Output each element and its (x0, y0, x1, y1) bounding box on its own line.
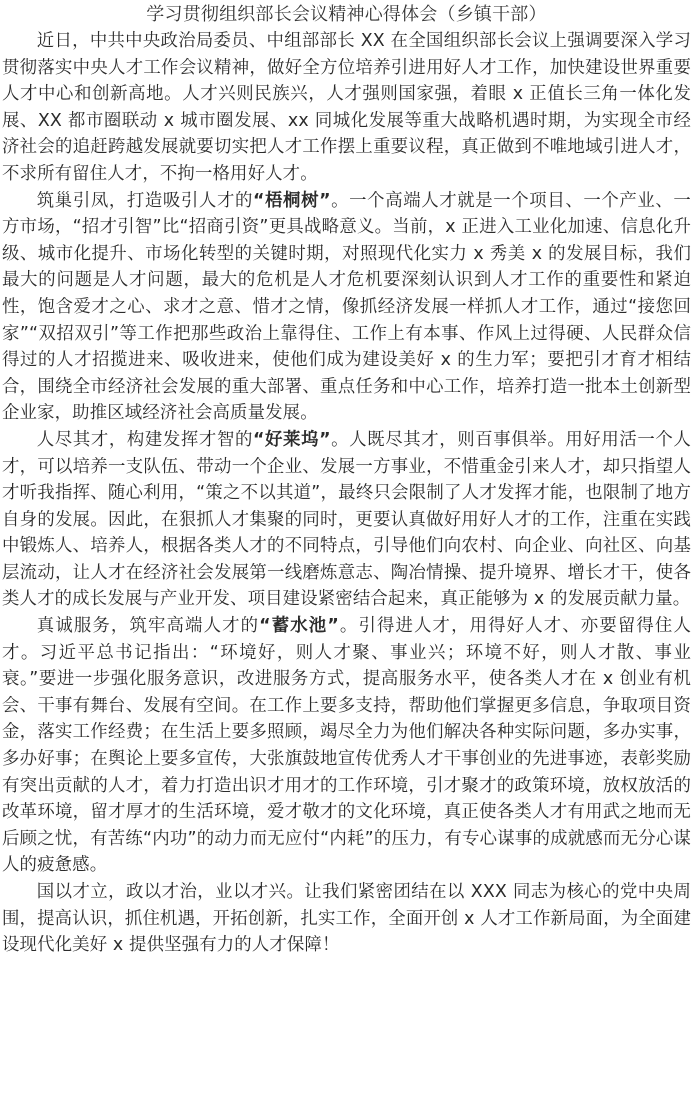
paragraph-intro: 近日，中共中央政治局委员、中组部部长 XX 在全国组织部长会议上强调要深入学习贯彻落实中央人才工作会议精神，做好全方位培养引进用好人才工作，加快建设世界重要人才中心和创新高地。人才兴则民族兴，人才强则国家强，着眼 x 正值长三角一体化发展、XX 都市圈联动 x 城市圈发展、xx 同城化发展等重大战略机遇时期，为实现全市经济社会的追赶跨越发展就要切实把人才工作摆上重要议程，真正做到不唯地域引进人才，不求所有留住人才，不拘一格用好人才。 (2, 31, 691, 184)
paragraph-conclusion: 国以才立，政以才治，业以才兴。让我们紧密团结在以 XXX 同志为核心的党中央周围，提高认识，抓住机遇，开拓创新，扎实工作，全面开创 x 人才工作新局面，为全面建设现代化美好 x 提供坚强有力的人才保障！ (2, 882, 691, 956)
document-title: 学习贯彻组织部长会议精神心得体会（乡镇干部） (146, 4, 547, 25)
paragraph-use-talent: 人尽其才，构建发挥才智的“好莱坞”。人既尽其才，则百事俱举。用好用活一个人才，可以培养一支队伍、带动一个企业、发展一方事业，不惜重金引来人才，却只指望人才听我指挥、随心利用，“策之不以其道”，最终只会限制了人才发挥才能，也限制了地方自身的发展。因此，在狠抓人才集聚的同时，更要认真做好用好人才的工作，注重在实践中锻炼人、培养人，根据各类人才的不同特点，引导他们向农村、向企业、向社区、向基层流动，让人才在经济社会发展第一线磨炼意志、陶冶情操、提升境界、增长才干，使各类人才的成长发展与产业开发、项目建设紧密结合起来，真正能够为 x 的发展贡献力量。 (2, 429, 691, 610)
paragraph-retain-talent: 真诚服务，筑牢高端人才的“蓄水池”。引得进人才，用得好人才、亦要留得住人才。习近平总书记指出：“环境好，则人才聚、事业兴；环境不好，则人才散、事业衰。”要进一步强化服务意识，改进服务方式，提高服务水平，使各类人才在 x 创业有机会、干事有舞台、发展有空间。在工作上要多支持，帮助他们掌握更多信息，争取项目资金，落实工作经费；在生活上要多照顾，竭尽全力为他们解决各种实际问题，多办实事，多办好事；在舆论上要多宣传，大张旗鼓地宣传优秀人才干事创业的先进事迹，表彰奖励有突出贡献的人才，着力打造出识才用才的工作环境，引才聚才的政策环境，放权放活的改革环境，留才厚才的生活环境，爱才敬才的文化环境，真正使各类人才有用武之地而无后顾之忧，有苦练“内功”的动力而无应付“内耗”的压力，有专心谋事的成就感而无分心谋人的疲惫感。 (2, 616, 691, 876)
paragraph-attract-talent: 筑巢引凤，打造吸引人才的“梧桐树”。一个高端人才就是一个项目、一个产业、一方市场，“招才引智”比“招商引资”更具战略意义。当前，x 正进入工业化加速、信息化升级、城市化提升、市场化转型的关键时期，对照现代化实力 x 秀美 x 的发展目标，我们最大的问题是人才问题，最大的危机是人才危机要深刻认识到人才工作的重要性和紧迫性，饱含爱才之心、求才之意、惜才之情，像抓经济发展一样抓人才工作，通过“接您回家”“双招双引”等工作把那些政治上靠得住、工作上有本事、作风上过得硬、人民群众信得过的人才招揽进来、吸收进来，使他们成为建设美好 x 的生力军；要把引才育才相结合，围绕全市经济社会发展的重大部署、重点任务和中心工作，培养打造一批本土创新型企业家，助推区域经济社会高质量发展。 (2, 190, 691, 424)
